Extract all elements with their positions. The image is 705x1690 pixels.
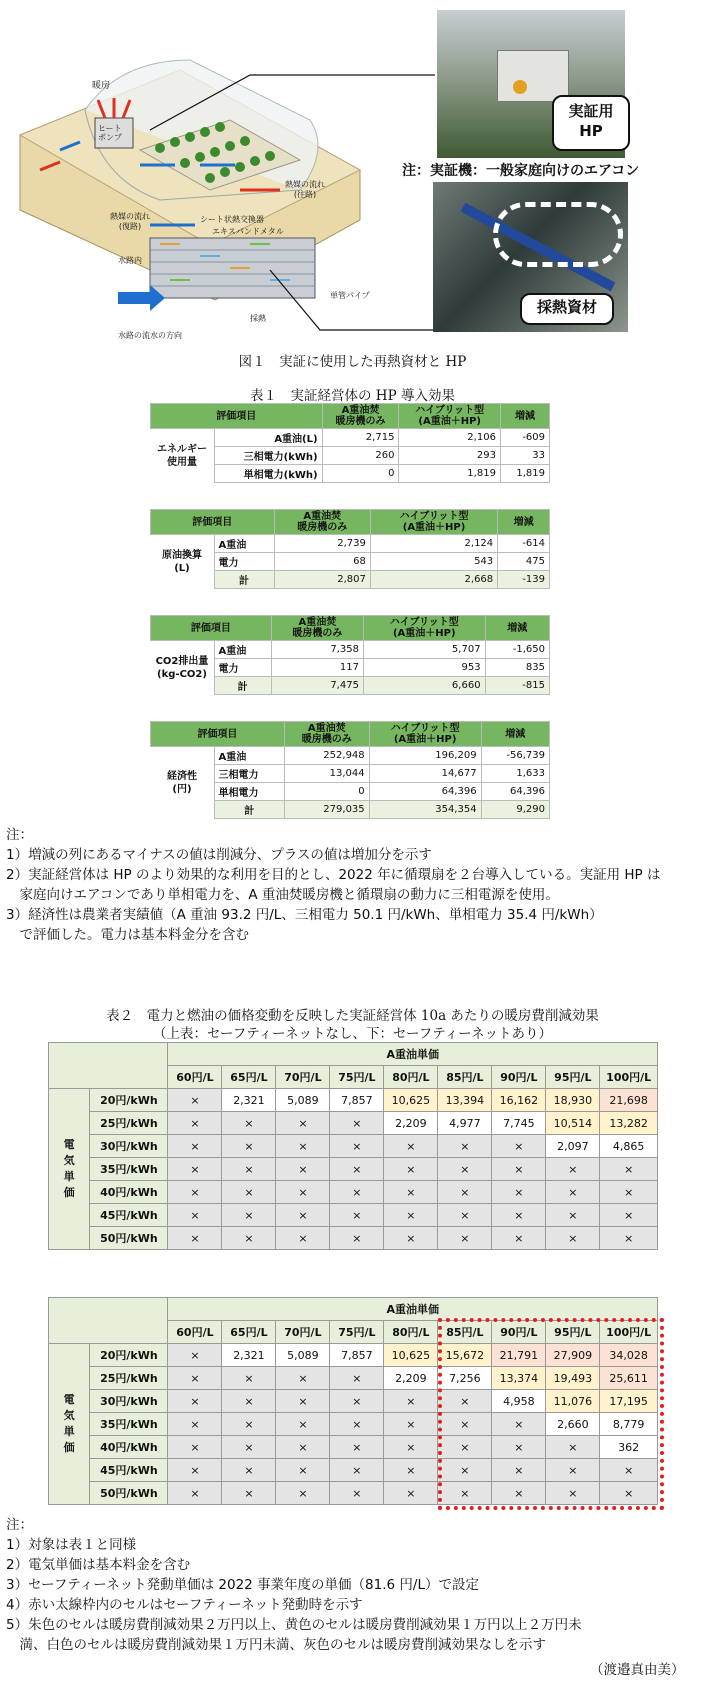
callout-hp: 実証用 HP [552, 95, 630, 151]
table2-cell: × [168, 1181, 222, 1204]
table1-cell: 196,209 [369, 747, 481, 765]
table1-row-label: 計 [214, 571, 274, 589]
table2-cell: × [492, 1135, 546, 1158]
table2-col-header: 65円/L [222, 1066, 276, 1089]
table2-row-label: 30円/kWh [90, 1135, 168, 1158]
table2-cell: × [168, 1135, 222, 1158]
table2-cell: × [276, 1436, 330, 1459]
table1-cell: 64,396 [481, 783, 549, 801]
table2-cell: 2,097 [546, 1135, 600, 1158]
label-heat-flow-forward: 熱媒の流れ (往路) [285, 180, 325, 199]
table1-notes [6, 825, 705, 945]
table1-row-label: 計 [214, 801, 284, 819]
table1-cell: -139 [498, 571, 550, 589]
table1-cell: 13,044 [284, 765, 369, 783]
table2-cell: 10,514 [546, 1112, 600, 1135]
note-line: 3）セーフティーネット発動単価は 2022 事業年度の単価（81.6 円/L）で設定 [6, 1577, 479, 1593]
table2-cell: × [600, 1158, 658, 1181]
label-heating: 暖房 [92, 81, 111, 91]
table2-cell: × [168, 1227, 222, 1250]
table2-subcaption: （上表：セーフティーネットなし、下：セーフティーネットあり） [152, 1026, 553, 1042]
table2-cell: × [600, 1181, 658, 1204]
table1-cell: 293 [399, 447, 501, 465]
table2-cell: × [168, 1158, 222, 1181]
table1-cell: -609 [500, 429, 549, 447]
table2-cell: 4,865 [600, 1135, 658, 1158]
table1-row-label: 電力 [214, 659, 271, 677]
table1-cell: 68 [274, 553, 370, 571]
table2-cell: × [492, 1181, 546, 1204]
table1-cell: 0 [284, 783, 369, 801]
table1-row [151, 747, 550, 765]
table2-row-label: 20円/kWh [90, 1089, 168, 1112]
table1-row-label: 単相電力 [214, 783, 284, 801]
table2-row-label: 25円/kWh [90, 1367, 168, 1390]
table2-cell: × [492, 1227, 546, 1250]
label-water-direction: 水路の流水の方向 [118, 331, 182, 340]
table2-cell: × [492, 1204, 546, 1227]
table2-cell: × [222, 1135, 276, 1158]
table2-row [49, 1135, 658, 1158]
table2-row-label: 50円/kWh [90, 1482, 168, 1505]
table1-block [150, 615, 550, 695]
table1-header-cell: 増減 [498, 510, 550, 535]
table1-cell: 0 [322, 465, 399, 483]
table2-cell: × [546, 1459, 600, 1482]
table1-header-cell: 評価項目 [151, 722, 285, 747]
table1-cell: 2,668 [370, 571, 497, 589]
table1-header-cell: 増減 [481, 722, 549, 747]
table2-cell: 362 [600, 1436, 658, 1459]
table1-row-label: 電力 [214, 553, 274, 571]
table1-header-cell: A重油焚 暖房機のみ [322, 404, 399, 429]
table2-cell: 17,195 [600, 1390, 658, 1413]
label-sheet-exchanger: シート状熱交換器 [200, 215, 264, 224]
table2-col-header: 95円/L [546, 1066, 600, 1089]
figure-1 [0, 0, 705, 370]
table2-cell: × [384, 1482, 438, 1505]
table1-cell: 2,807 [274, 571, 370, 589]
table1-cell: 1,819 [399, 465, 501, 483]
table2-corner [49, 1298, 168, 1344]
table2-row-label: 20円/kWh [90, 1344, 168, 1367]
table1-block [150, 403, 550, 483]
table2-row-label: 50円/kWh [90, 1227, 168, 1250]
table2-row-label: 40円/kWh [90, 1181, 168, 1204]
table2-cell: × [168, 1413, 222, 1436]
table2-col-header: 85円/L [438, 1321, 492, 1344]
table1-cell: 475 [498, 553, 550, 571]
table1-group-label: CO2排出量 (kg-CO2) [151, 641, 215, 695]
table2-cell: × [492, 1436, 546, 1459]
table2-cell: × [168, 1436, 222, 1459]
table2-row [49, 1204, 658, 1227]
table2-cell: × [384, 1413, 438, 1436]
table1-header-cell: 増減 [485, 616, 549, 641]
table2-col-header: 80円/L [384, 1321, 438, 1344]
table1-header-cell: 評価項目 [151, 616, 272, 641]
table1-header-row [151, 404, 550, 429]
safety-net-frame [438, 1318, 664, 1510]
table1-caption: 表１ 実証経営体の HP 導入効果 [250, 388, 455, 404]
table2-cell: 2,209 [384, 1367, 438, 1390]
table2-cell: 8,779 [600, 1413, 658, 1436]
table2-cell: 5,089 [276, 1089, 330, 1112]
note-line: 1）増減の列にあるマイナスの値は削減分、プラスの値は増加分を示す [6, 847, 432, 863]
table1-cell: 9,290 [481, 801, 549, 819]
table2-col-group: A重油単価 [168, 1043, 658, 1066]
table2-col-header: 90円/L [492, 1321, 546, 1344]
table2-row-group: 電 気 単 価 [49, 1344, 90, 1505]
label-waterway: 水路内 [118, 256, 142, 265]
table1-header-cell: 評価項目 [151, 510, 275, 535]
table1-cell: 2,715 [322, 429, 399, 447]
table2-cell: × [330, 1135, 384, 1158]
table2-cell: × [330, 1482, 384, 1505]
label-single-pipe: 単管パイプ [330, 291, 370, 300]
table2-cell: 13,282 [600, 1112, 658, 1135]
table1-row [151, 429, 550, 447]
table2-row-label: 35円/kWh [90, 1158, 168, 1181]
label-heat-pump: ヒート ポンプ [98, 124, 122, 142]
table2-upper [48, 1042, 658, 1250]
table2-row-label: 30円/kWh [90, 1390, 168, 1413]
table2-group-header-row [49, 1043, 658, 1066]
note-line: 4）赤い太線枠内のセルはセーフティーネット発動時を示す [6, 1597, 363, 1613]
table1-header-cell: ハイブリット型 (A重油＋HP) [369, 722, 481, 747]
table2-cell: 34,028 [600, 1344, 658, 1367]
table2-col-header: 65円/L [222, 1321, 276, 1344]
table2-cell: × [222, 1204, 276, 1227]
table2-row-label: 25円/kWh [90, 1112, 168, 1135]
table1-cell: -56,739 [481, 747, 549, 765]
table2-cell: × [384, 1436, 438, 1459]
table2-cell: 27,909 [546, 1344, 600, 1367]
table2-cell: 7,256 [438, 1367, 492, 1390]
table2-cell: × [438, 1436, 492, 1459]
table2-col-header: 60円/L [168, 1321, 222, 1344]
table2-col-header: 100円/L [600, 1321, 658, 1344]
table2-cell: 21,698 [600, 1089, 658, 1112]
table1-row [151, 641, 550, 659]
table2-cell: × [330, 1459, 384, 1482]
callout-material: 採熱資材 [520, 293, 614, 325]
table1-block [150, 509, 550, 589]
table2-col-header: 70円/L [276, 1066, 330, 1089]
table1-header-row [151, 616, 550, 641]
table2-cell: × [222, 1482, 276, 1505]
note-line: 2）電気単価は基本料金を含む [6, 1557, 191, 1573]
table1-header-cell: A重油焚 暖房機のみ [271, 616, 363, 641]
table2-row [49, 1089, 658, 1112]
note-machine: 注：実証機：一般家庭向けのエアコン [402, 163, 640, 179]
note-line: 家庭向けエアコンであり単相電力を、A 重油焚暖房機と循環扇の動力に三相電源を使用。 [6, 887, 559, 903]
table2-row [49, 1227, 658, 1250]
note-line: 注： [6, 1517, 33, 1533]
table1-header-cell: A重油焚 暖房機のみ [284, 722, 369, 747]
table1-header-cell: A重油焚 暖房機のみ [274, 510, 370, 535]
table2-cell: × [600, 1227, 658, 1250]
table2-cell: × [330, 1436, 384, 1459]
table2-cell: × [546, 1158, 600, 1181]
table2-cell: × [384, 1459, 438, 1482]
table2-cell: 25,611 [600, 1367, 658, 1390]
table2-cell: 13,394 [438, 1089, 492, 1112]
table2-cell: 15,672 [438, 1344, 492, 1367]
table2-cell: 5,089 [276, 1344, 330, 1367]
figure-caption: 図１ 実証に使用した再熱資材と HP [238, 354, 467, 370]
table2-cell: × [546, 1227, 600, 1250]
table2-cell: 2,321 [222, 1344, 276, 1367]
table2-cell: × [222, 1181, 276, 1204]
table2-cell: × [438, 1390, 492, 1413]
table1-header-row [151, 722, 550, 747]
table2-row [49, 1112, 658, 1135]
table2-col-header: 90円/L [492, 1066, 546, 1089]
table2-cell: × [168, 1089, 222, 1112]
table1-header-cell: ハイブリット型 (A重油＋HP) [363, 616, 485, 641]
table2-col-header: 75円/L [330, 1321, 384, 1344]
table2-cell: 2,209 [384, 1112, 438, 1135]
table2-cell: × [438, 1227, 492, 1250]
table2-cell: × [384, 1135, 438, 1158]
table2-cell: 4,977 [438, 1112, 492, 1135]
table2-row-label: 45円/kWh [90, 1459, 168, 1482]
photo-dashed-circle [493, 202, 623, 267]
note-line: 3）経済性は農業者実績値（A 重油 93.2 円/L、三相電力 50.1 円/kWh、単相電力 35.4 円/kWh） [6, 907, 603, 923]
table2-cell: 4,958 [492, 1390, 546, 1413]
table2-cell: × [330, 1227, 384, 1250]
table2-cell: × [492, 1413, 546, 1436]
table1-cell: 2,739 [274, 535, 370, 553]
table2-col-header: 95円/L [546, 1321, 600, 1344]
table2-cell: × [276, 1227, 330, 1250]
table2-cell: × [492, 1459, 546, 1482]
table2-corner [49, 1043, 168, 1089]
table2-cell: × [546, 1436, 600, 1459]
table2-cell: × [276, 1482, 330, 1505]
table2-cell: × [330, 1367, 384, 1390]
table2-cell: × [384, 1390, 438, 1413]
table2-row [49, 1158, 658, 1181]
table1-header-cell: ハイブリット型 (A重油＋HP) [399, 404, 501, 429]
table1-header-cell: 増減 [500, 404, 549, 429]
author: （渡邉真由美） [590, 1662, 685, 1678]
table2-cell: 7,745 [492, 1112, 546, 1135]
table2-cell: × [438, 1181, 492, 1204]
table2-cell: × [222, 1158, 276, 1181]
table1-header-cell: ハイブリット型 (A重油＋HP) [370, 510, 497, 535]
table2-cell: × [546, 1181, 600, 1204]
table2-cell: 21,791 [492, 1344, 546, 1367]
table2-cell: × [222, 1390, 276, 1413]
label-heat-collection: 採熱 [250, 314, 266, 323]
table1-row-label: A重油 [214, 641, 271, 659]
table1-cell: 7,358 [271, 641, 363, 659]
table1-cell: -1,650 [485, 641, 549, 659]
table1-block [150, 721, 550, 819]
table2-cell: × [546, 1482, 600, 1505]
table2-cell: × [276, 1135, 330, 1158]
table2-cell: × [330, 1413, 384, 1436]
table2-cell: × [330, 1158, 384, 1181]
table2-cell: × [438, 1204, 492, 1227]
table2-cell: × [384, 1158, 438, 1181]
table2-cell: × [222, 1367, 276, 1390]
table1-group-label: 原油換算 (L) [151, 535, 215, 589]
table2-cell: 10,625 [384, 1089, 438, 1112]
table2-cell: × [438, 1158, 492, 1181]
table2-cell: × [222, 1112, 276, 1135]
table2-cell: × [168, 1112, 222, 1135]
table2-cell: × [384, 1204, 438, 1227]
table2-cell: × [276, 1459, 330, 1482]
table1-group-label: エネルギー 使用量 [151, 429, 215, 483]
table2-cell: × [168, 1367, 222, 1390]
table2-row-group: 電 気 単 価 [49, 1089, 90, 1250]
table2-cell: 16,162 [492, 1089, 546, 1112]
table2-cell: × [330, 1390, 384, 1413]
table1-header-row [151, 510, 550, 535]
table2-cell: × [438, 1135, 492, 1158]
table1-cell: 953 [363, 659, 485, 677]
table1-cell: 5,707 [363, 641, 485, 659]
note-line: で評価した。電力は基本料金分を含む [6, 927, 249, 943]
table1-header-cell: 評価項目 [151, 404, 323, 429]
table1-cell: 7,475 [271, 677, 363, 695]
table2-cell: × [384, 1227, 438, 1250]
table1-cell: 33 [500, 447, 549, 465]
table2-cell: × [168, 1482, 222, 1505]
table2-cell: × [438, 1482, 492, 1505]
table2-cell: 7,857 [330, 1344, 384, 1367]
table1-cell: 6,660 [363, 677, 485, 695]
table2-cell: × [168, 1204, 222, 1227]
table2-cell: 10,625 [384, 1344, 438, 1367]
table1-cell: 543 [370, 553, 497, 571]
table2-cell: 19,493 [546, 1367, 600, 1390]
table1-row-label: A重油 [214, 535, 274, 553]
table2-cell: × [492, 1482, 546, 1505]
table1-row-label: 三相電力 [214, 765, 284, 783]
table2-cell: × [600, 1459, 658, 1482]
label-expanded-metal: エキスパンドメタル [212, 227, 284, 236]
table2-cell: × [438, 1413, 492, 1436]
note-line: 注： [6, 827, 33, 843]
table2-caption: 表２ 電力と燃油の価格変動を反映した実証経営体 10a あたりの暖房費削減効果 [106, 1008, 599, 1024]
table1-cell: 64,396 [369, 783, 481, 801]
table2-col-header: 60円/L [168, 1066, 222, 1089]
table1-cell: 117 [271, 659, 363, 677]
table2-col-header: 70円/L [276, 1321, 330, 1344]
table2-cell: × [222, 1459, 276, 1482]
note-line: 5）朱色のセルは暖房費削減効果２万円以上、黄色のセルは暖房費削減効果１万円以上２万円未 [6, 1617, 582, 1633]
table1-cell: 2,124 [370, 535, 497, 553]
note-line: 1）対象は表１と同様 [6, 1537, 137, 1553]
table2-col-header: 80円/L [384, 1066, 438, 1089]
table2-cell: × [492, 1158, 546, 1181]
table2-cell: × [276, 1204, 330, 1227]
table2-row-label: 35円/kWh [90, 1413, 168, 1436]
table2-upper-grid [48, 1042, 658, 1250]
table2-row [49, 1181, 658, 1204]
table2-cell: × [222, 1413, 276, 1436]
table1-row-label: 計 [214, 677, 271, 695]
table2-notes [6, 1515, 705, 1655]
table1-cell: 1,633 [481, 765, 549, 783]
label-heat-flow-return: 熱媒の流れ (復路) [110, 212, 150, 231]
table2-row-label: 45円/kWh [90, 1204, 168, 1227]
table2-col-header: 85円/L [438, 1066, 492, 1089]
table2-cell: × [330, 1204, 384, 1227]
table2-cell: × [438, 1459, 492, 1482]
table1-row-label: 単相電力(kWh) [214, 465, 322, 483]
table1-row-label: A重油(L) [214, 429, 322, 447]
table1-cell: 14,677 [369, 765, 481, 783]
table1 [150, 403, 550, 819]
table2-cell: × [330, 1181, 384, 1204]
note-line: 満、白色のセルは暖房費削減効果１万円未満、灰色のセルは暖房費削減効果なしを示す [6, 1637, 546, 1653]
table2-cell: × [276, 1158, 330, 1181]
table2-cell: × [600, 1204, 658, 1227]
table1-cell: 2,106 [399, 429, 501, 447]
table2-cell: × [276, 1112, 330, 1135]
table2-cell: × [276, 1413, 330, 1436]
table1-cell: 354,354 [369, 801, 481, 819]
table1-cell: 252,948 [284, 747, 369, 765]
table2-cell: × [276, 1390, 330, 1413]
table1-cell: 279,035 [284, 801, 369, 819]
table1-cell: -815 [485, 677, 549, 695]
table2-cell: × [330, 1112, 384, 1135]
table2-col-group: A重油単価 [168, 1298, 658, 1321]
photo-ac-unit [497, 50, 569, 102]
table2-cell: × [276, 1181, 330, 1204]
table1-cell: -614 [498, 535, 550, 553]
table2-cell: 18,930 [546, 1089, 600, 1112]
table2-cell: × [168, 1390, 222, 1413]
table2-cell: × [276, 1367, 330, 1390]
table2-cell: × [384, 1181, 438, 1204]
table1-group-label: 経済性 (円) [151, 747, 215, 819]
table2-cell: 2,321 [222, 1089, 276, 1112]
table2-col-header: 75円/L [330, 1066, 384, 1089]
table2-cell: × [222, 1227, 276, 1250]
photo-hose-reel [513, 80, 527, 94]
table2-cell: 13,374 [492, 1367, 546, 1390]
table1-row [151, 535, 550, 553]
table2-cell: 11,076 [546, 1390, 600, 1413]
table2-cell: 2,660 [546, 1413, 600, 1436]
table2-col-header: 100円/L [600, 1066, 658, 1089]
table2-cell: × [546, 1204, 600, 1227]
table2-cell: × [222, 1436, 276, 1459]
table2-cell: × [168, 1459, 222, 1482]
table1-cell: 260 [322, 447, 399, 465]
note-line: 2）実証経営体は HP のより効果的な利用を目的とし、2022 年に循環扇を２台導入している。実証用 HP は [6, 867, 661, 883]
table2-cell: 7,857 [330, 1089, 384, 1112]
table1-cell: 835 [485, 659, 549, 677]
table1-cell: 1,819 [500, 465, 549, 483]
table1-row-label: 三相電力(kWh) [214, 447, 322, 465]
table2-row-label: 40円/kWh [90, 1436, 168, 1459]
table1-row-label: A重油 [214, 747, 284, 765]
table2-cell: × [600, 1482, 658, 1505]
table2-cell: × [168, 1344, 222, 1367]
